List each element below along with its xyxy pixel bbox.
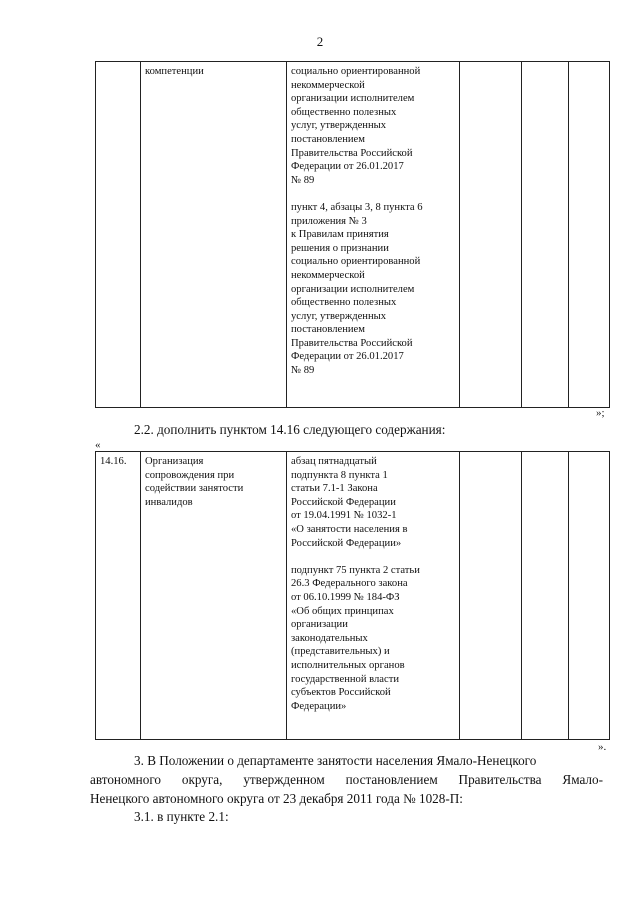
number-cell [96,62,141,408]
basis-line: некоммерческой [291,269,365,281]
empty-cell [522,62,569,408]
basis-line: «Об общих принципах [291,605,394,617]
basis-cell [287,452,460,740]
name-line: инвалидов [145,496,193,508]
basis-line: № 89 [291,174,315,186]
opening-quote: « [95,439,101,451]
basis-line: решения о признании [291,242,389,254]
empty-cell [522,452,569,740]
basis-line: № 89 [291,365,315,377]
basis-line: «О занятости населения в [291,523,408,535]
table-item-14-16 [95,451,610,740]
basis-line: общественно полезных [291,297,397,309]
name-cell [141,452,287,740]
empty-cell [460,452,522,740]
basis-line: постановлением [291,324,365,336]
basis-line: Федерации от 26.01.2017 [291,351,404,363]
basis-line: организации исполнителем [291,93,415,105]
empty-cell [569,62,610,408]
name-cell [141,62,287,408]
basis-line: к Правилам принятия [291,229,389,241]
basis-line: государственной власти [291,673,400,685]
table-row [96,62,610,408]
basis-line: пункт 4, абзацы 3, 8 пункта 6 [291,201,423,213]
basis-line: подпункт 75 пункта 2 статьи [291,564,420,576]
basis-line: общественно полезных [291,106,397,118]
basis-line: статьи 7.1-1 Закона [291,483,378,495]
empty-cell [460,62,522,408]
empty-cell [569,452,610,740]
table-row [96,452,610,740]
closing-quote: ». [598,741,607,753]
basis-line: Федерации» [291,700,347,712]
basis-line: подпункта 8 пункта 1 [291,469,388,481]
basis-line: законодательных [291,632,368,644]
basis-line: субъектов Российской [291,687,391,699]
basis-line: организации исполнителем [291,283,415,295]
basis-line: абзац пятнадцатый [291,456,377,467]
basis-line: Правительства Российской [291,147,413,159]
basis-line: 26.3 Федерального закона [291,578,408,590]
basis-line: услуг, утвержденных [291,310,387,322]
page-number: 2 [316,34,324,49]
table-continuation [95,61,610,408]
item-number: 14.16. [100,456,127,467]
basis-line: некоммерческой [291,79,365,91]
name-text: компетенции [145,66,204,77]
name-line: сопровождения при [145,469,235,481]
name-line: Организация [145,456,204,467]
basis-line: от 19.04.1991 № 1032-1 [291,510,397,522]
basis-line: услуг, утвержденных [291,120,387,132]
basis-line: Российской Федерации» [291,537,402,549]
basis-line: Правительства Российской [291,337,413,349]
closing-quote: »; [596,407,605,419]
basis-line: организации [291,619,348,631]
basis-line: Федерации от 26.01.2017 [291,161,404,173]
basis-line: социально ориентированной [291,256,421,268]
paragraph-3-1: 3.1. в пункте 2.1: [134,809,229,824]
paragraph-3-line-1: 3. В Положении о департаменте занятости населения Ямало-Ненецкого [134,753,537,768]
number-cell [96,452,141,740]
paragraph-3-line-3: Ненецкого автономного округа от 23 декабря 2011 года № 1028-П: [90,791,463,806]
basis-line: социально ориентированной [291,66,421,77]
basis-line: Российской Федерации [291,496,396,508]
basis-line: приложения № 3 [291,215,367,227]
name-line: содействии занятости [145,483,244,495]
basis-line: постановлением [291,133,365,145]
basis-line: от 06.10.1999 № 184-ФЗ [291,591,400,603]
paragraph-2-2: 2.2. дополнить пунктом 14.16 следующего содержания: [134,422,446,437]
basis-line: исполнительных органов [291,659,405,671]
basis-cell [287,62,460,408]
paragraph-3-line-2: автономного округа, утвержденном постановлением Правительства Ямало- [90,772,603,787]
basis-line: (представительных) и [291,646,390,658]
